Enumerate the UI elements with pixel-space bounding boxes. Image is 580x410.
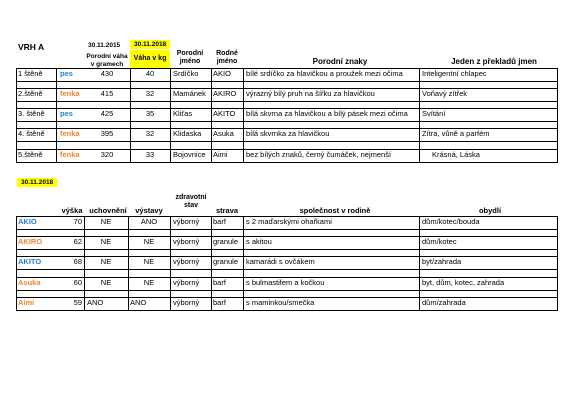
name-meaning: Svítání — [422, 109, 446, 118]
family: s maminkou/smečka — [246, 298, 315, 307]
puppy-sex: pes — [60, 109, 73, 118]
header-birth-weight: Porodní váha v gramech — [86, 53, 128, 68]
dog-name: AKIRO — [18, 237, 43, 246]
puppy-sex: fenka — [60, 150, 80, 159]
home-name: Asuka — [213, 129, 234, 138]
birth-name: Bojovnice — [173, 150, 206, 159]
training: NE — [100, 257, 112, 266]
weight-kg: 35 — [145, 109, 155, 118]
birth-weight: 425 — [100, 109, 114, 118]
birth-weight: 415 — [100, 89, 114, 98]
birth-marks: výrazný bílý pruh na šířku za hlavičkou — [246, 89, 375, 98]
puppy-number: 5.štěně — [18, 150, 43, 159]
diet: granule — [213, 257, 239, 266]
weight-kg: 40 — [145, 69, 155, 78]
home-name: AKITO — [213, 109, 236, 118]
training: ANO — [87, 298, 104, 307]
header-translation: Jeden z překladů jmen — [451, 57, 537, 66]
birth-marks: bílá skvrnka za hlavičkou — [246, 129, 330, 138]
birth-marks: bílá skvrna za hlavičkou a bílý pásek mezi očima — [246, 109, 408, 118]
header-height: výška — [61, 206, 83, 215]
diet: granule — [213, 237, 239, 246]
height: 62 — [73, 237, 82, 246]
puppy-sex: fenka — [60, 89, 80, 98]
date-2015: 30.11.2015 — [88, 42, 121, 49]
birth-weight: 395 — [100, 129, 114, 138]
birth-name: Srdíčko — [173, 69, 199, 78]
home: byt/zahrada — [422, 257, 462, 266]
shows: ANO — [130, 298, 147, 307]
name-meaning: Inteligentní chlapec — [422, 69, 487, 78]
weight-kg: 32 — [145, 129, 155, 138]
header-weight-kg: Váha v kg — [130, 50, 170, 68]
header-training: uchovnění — [89, 206, 127, 215]
header-birth-marks: Porodní znaky — [312, 57, 368, 66]
birth-weight: 320 — [100, 150, 114, 159]
height: 59 — [73, 298, 82, 307]
training: NE — [100, 237, 112, 246]
puppy-sex: pes — [60, 69, 73, 78]
birth-marks: bílé srdíčko za hlavičkou a proužek mezi očima — [246, 69, 403, 78]
birth-name: Kliťas — [173, 109, 193, 118]
date-2018-highlight: 30.11.2018 — [130, 40, 170, 49]
health: výborný — [173, 257, 200, 266]
puppy-number: 3. štěně — [18, 109, 45, 118]
home: dům/kotec/bouda — [422, 217, 480, 226]
header-family: společnost v rodině — [299, 206, 371, 215]
section1-title: VRH A — [18, 42, 45, 52]
puppy-sex: fenka — [60, 129, 80, 138]
family: s bulmastifem a kočkou — [246, 278, 325, 287]
section2-date-highlight: 30.11.2018 — [17, 178, 57, 187]
family: kamarádi s ovčákem — [246, 257, 315, 266]
header-home: obydlí — [478, 206, 502, 215]
health: výborný — [173, 237, 200, 246]
home-name: Aimi — [213, 150, 228, 159]
home: dům/zahrada — [422, 298, 466, 307]
height: 70 — [73, 217, 82, 226]
puppy-number: 1 štěně — [18, 69, 43, 78]
birth-name: Klidaska — [173, 129, 202, 138]
home-name: AKIO — [213, 69, 231, 78]
shows: NE — [143, 257, 155, 266]
shows: NE — [143, 237, 155, 246]
dog-name: AKITO — [18, 257, 42, 266]
diet: barf — [213, 217, 226, 226]
header-shows: výstavy — [135, 206, 163, 215]
name-meaning: Voňavý zítřek — [422, 89, 468, 98]
name-meaning: Krásná, Láska — [432, 150, 480, 159]
home: dům/kotec — [422, 237, 457, 246]
health: výborný — [173, 298, 200, 307]
training: NE — [100, 217, 112, 226]
family: s 2 maďarskými ohařkami — [246, 217, 332, 226]
training: NE — [100, 278, 112, 287]
puppy-number: 4. štěně — [18, 129, 45, 138]
shows: NE — [143, 278, 155, 287]
diet: barf — [213, 278, 226, 287]
birth-marks: bez bílých znaků, černý čumáček, nejmenší — [246, 150, 392, 159]
health: výborný — [173, 278, 200, 287]
header-home-name: Rodné jméno — [216, 50, 238, 65]
health: výborný — [173, 217, 200, 226]
header-diet: strava — [215, 206, 239, 215]
puppy-number: 2.štěně — [18, 89, 43, 98]
shows: ANO — [140, 217, 158, 226]
dog-name: Aimi — [18, 298, 35, 307]
birth-weight: 430 — [100, 69, 114, 78]
header-health: zdravotní stav — [175, 194, 207, 209]
dog-name: Asuka — [18, 278, 41, 287]
family: s akitou — [246, 237, 272, 246]
height: 68 — [73, 257, 82, 266]
home: byt, dům, kotec, zahrada — [422, 278, 505, 287]
birth-name: Mamánek — [173, 89, 206, 98]
name-meaning: Zítra, vůně a parfém — [422, 129, 490, 138]
home-name: AKIRO — [213, 89, 237, 98]
header-birth-name: Porodní jméno — [176, 50, 204, 65]
diet: barf — [213, 298, 226, 307]
weight-kg: 32 — [145, 89, 155, 98]
weight-kg: 33 — [145, 150, 155, 159]
height: 60 — [73, 278, 82, 287]
dog-name: AKIO — [18, 217, 37, 226]
